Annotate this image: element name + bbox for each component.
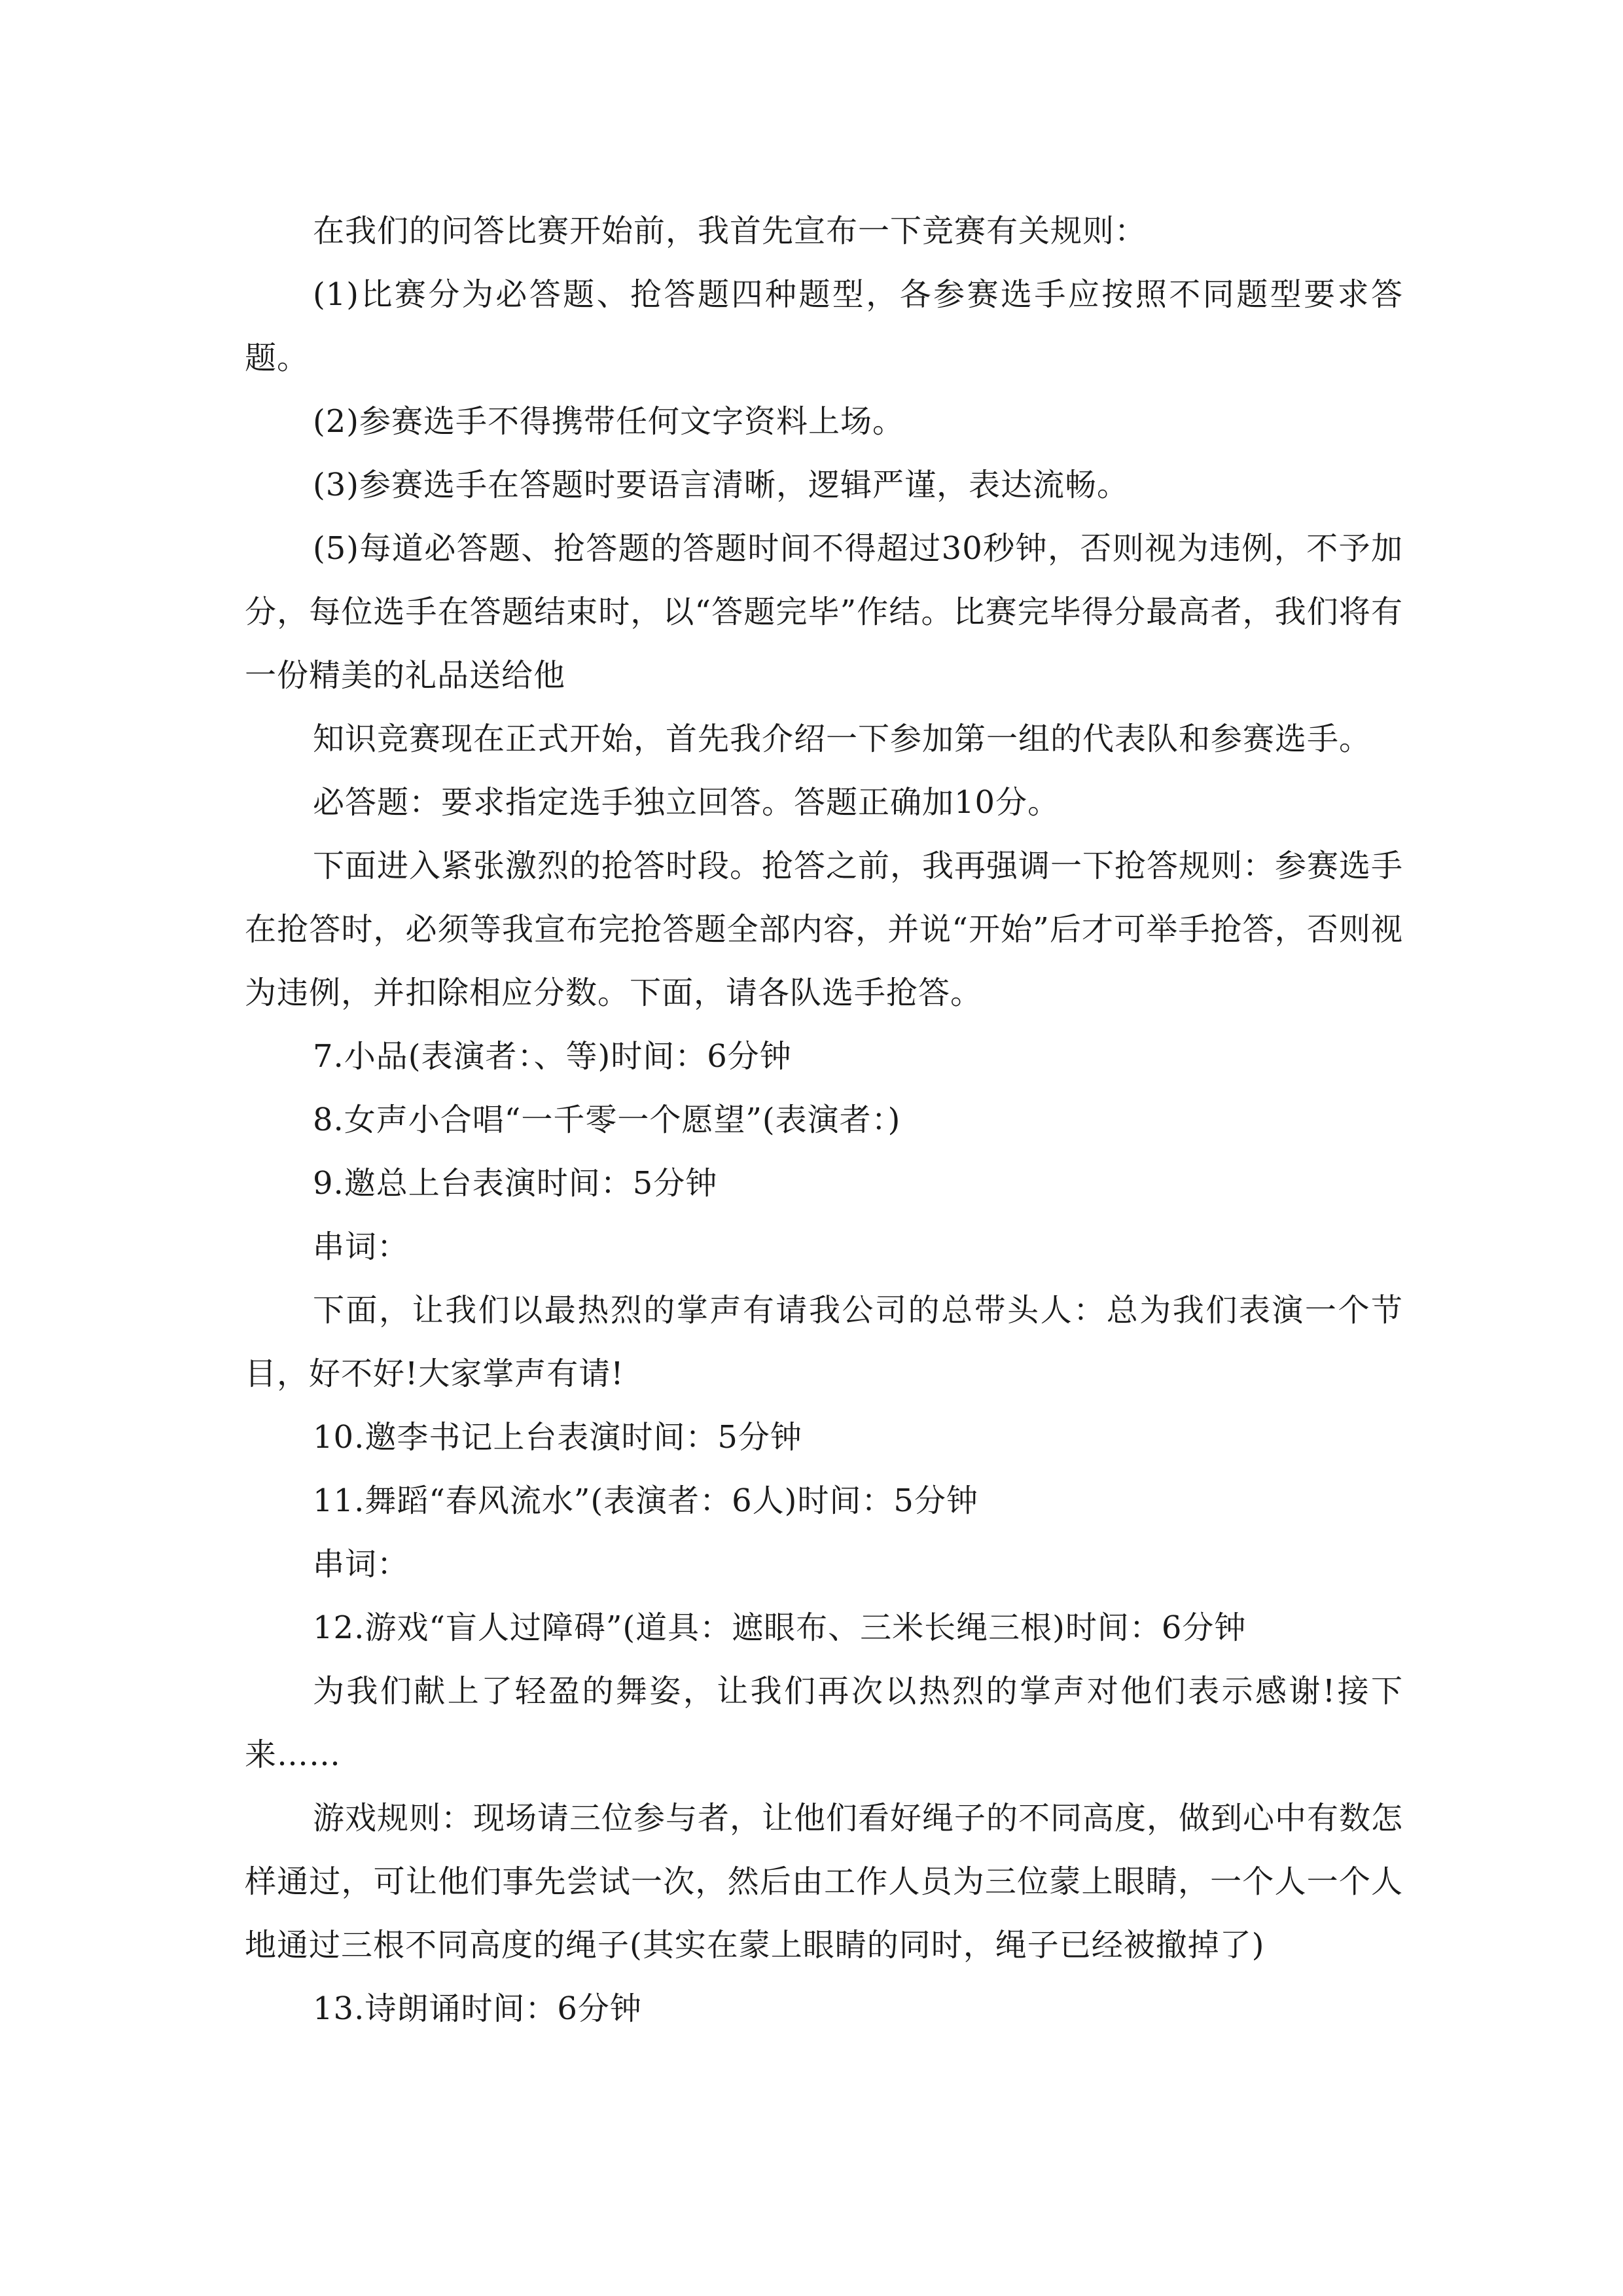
paragraph-item-10: 10.邀李书记上台表演时间：5分钟 — [313, 1419, 802, 1456]
paragraph-game-rules: 游戏规则：现场请三位参与者，让他们看好绳子的不同高度，做到心中有数怎样通过，可让他们事先尝试一次，然后由工作人员为三位蒙上眼睛，一个人一个人地通过三根不同高度的绳子(其实在蒙上眼睛的同时，绳子已经被撤掉了) — [245, 1800, 1404, 1964]
paragraph-rules-intro: 在我们的问答比赛开始前，我首先宣布一下竞赛有关规则： — [313, 213, 1147, 249]
paragraph-required-questions: 必答题：要求指定选手独立回答。答题正确加10分。 — [313, 784, 1060, 821]
paragraph-buzzer-rules: 下面进入紧张激烈的抢答时段。抢答之前，我再强调一下抢答规则：参赛选手在抢答时，必须等我宣布完抢答题全部内容，并说“开始”后才可举手抢答，否则视为违例，并扣除相应分数。下面，请各队选手抢答。 — [245, 848, 1404, 1011]
paragraph-rule-3: (3)参赛选手在答题时要语言清晰，逻辑严谨，表达流畅。 — [313, 467, 1129, 503]
paragraph-item-11: 11.舞蹈“春风流水”(表演者：6人)时间：5分钟 — [313, 1482, 978, 1519]
paragraph-script-text: 下面，让我们以最热烈的掌声有请我公司的总带头人：总为我们表演一个节目，好不好!大家掌声有请! — [245, 1292, 1403, 1392]
paragraph-script-label-2: 串词： — [313, 1546, 410, 1583]
paragraph-item-13: 13.诗朗诵时间：6分钟 — [313, 1990, 642, 2027]
paragraph-script-label: 串词： — [313, 1229, 410, 1265]
paragraph-rule-1: (1)比赛分为必答题、抢答题四种题型，各参赛选手应按照不同题型要求答题。 — [245, 276, 1403, 376]
paragraph-item-12: 12.游戏“盲人过障碍”(道具：遮眼布、三米长绳三根)时间：6分钟 — [313, 1609, 1247, 1646]
paragraph-contest-start: 知识竞赛现在正式开始，首先我介绍一下参加第一组的代表队和参赛选手。 — [313, 721, 1372, 757]
paragraph-item-7: 7.小品(表演者：、等)时间：6分钟 — [313, 1038, 792, 1075]
document-body — [245, 200, 1403, 2041]
paragraph-item-8: 8.女声小合唱“一千零一个愿望”(表演者：) — [313, 1102, 901, 1138]
paragraph-thanks: 为我们献上了轻盈的舞姿，让我们再次以热烈的掌声对他们表示感谢!接下来…… — [245, 1673, 1403, 1773]
paragraph-rule-5: (5)每道必答题、抢答题的答题时间不得超过30秒钟，否则视为违例，不予加分，每位选手在答题结束时，以“答题完毕”作结。比赛完毕得分最高者，我们将有一份精美的礼品送给他 — [245, 530, 1403, 694]
paragraph-item-9: 9.邀总上台表演时间：5分钟 — [313, 1165, 718, 1202]
paragraph-rule-2: (2)参赛选手不得携带任何文字资料上场。 — [313, 403, 904, 440]
